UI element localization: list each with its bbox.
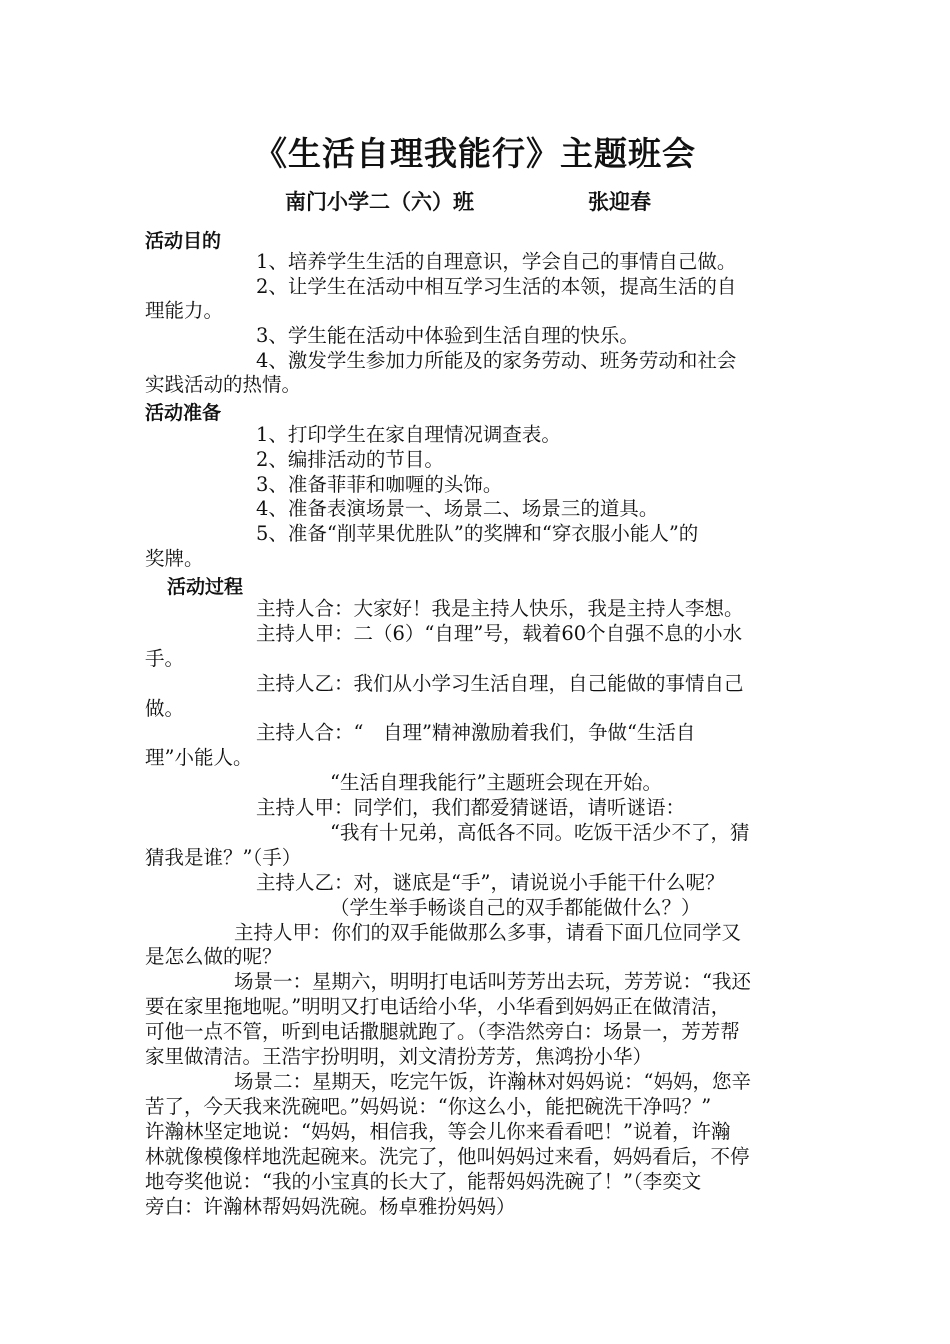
- text-line: 主持人乙：对，谜底是“手”，请说说小手能干什么呢？: [256, 871, 725, 894]
- text-line: 场景一：星期六，明明打电话叫芳芳出去玩，芳芳说：“我还: [234, 970, 751, 993]
- teacher-name: 张迎春: [588, 190, 651, 214]
- text-line: 主持人甲：同学们，我们都爱猜谜语，请听谜语：: [256, 796, 686, 819]
- text-line: 2、编排活动的节目。: [256, 448, 444, 471]
- text-line: 1、打印学生在家自理情况调查表。: [256, 423, 561, 446]
- text-line: 许瀚林坚定地说：“妈妈，相信我，等会儿你来看看吧！”说着，许瀚: [145, 1120, 731, 1143]
- text-line: 旁白：许瀚林帮妈妈洗碗。杨卓雅扮妈妈）: [145, 1195, 516, 1218]
- page-title: 《生活自理我能行》主题班会: [254, 134, 696, 173]
- text-line: 猜我是谁？”（手）: [145, 846, 302, 869]
- school-class: 南门小学二（六）班: [285, 190, 474, 214]
- text-line: 主持人合：“ 自理”精神激励着我们，争做“生活自: [256, 721, 696, 744]
- page-subtitle: [0, 186, 950, 216]
- text-line: 3、准备菲菲和咖喱的头饰。: [256, 473, 503, 496]
- text-line: 奖牌。: [145, 547, 204, 570]
- text-line: 做。: [145, 697, 185, 720]
- text-line: 家里做清洁。王浩宇扮明明，刘文清扮芳芳，焦鸿扮小华）: [145, 1045, 653, 1068]
- text-line: 苦了，今天我来洗碗吧。”妈妈说：“你这么小，能把碗洗干净吗？”: [145, 1095, 712, 1118]
- section-heading-purpose: 活动目的: [145, 230, 222, 252]
- text-line: 主持人合：大家好！我是主持人快乐，我是主持人李想。: [256, 597, 744, 620]
- text-line: 主持人乙：我们从小学习生活自理，自己能做的事情自己: [256, 672, 744, 695]
- text-line: 要在家里拖地呢。”明明又打电话给小华，小华看到妈妈正在做清洁，: [145, 995, 731, 1018]
- text-line: 手。: [145, 647, 185, 670]
- text-line: “我有十兄弟，高低各不同。吃饭干活少不了，猜: [330, 821, 750, 844]
- text-line: 场景二：星期天，吃完午饭，许瀚林对妈妈说：“妈妈，您辛: [234, 1070, 751, 1093]
- text-line: 5、准备“削苹果优胜队”的奖牌和“穿衣服小能人”的: [256, 522, 699, 545]
- text-line: “生活自理我能行”主题班会现在开始。: [330, 771, 662, 794]
- text-line: 1、培养学生生活的自理意识，学会自己的事情自己做。: [256, 250, 737, 273]
- text-line: 地夸奖他说：“我的小宝真的长大了，能帮妈妈洗碗了！”（李奕文: [145, 1170, 702, 1193]
- text-line: 主持人甲：你们的双手能做那么多事，请看下面几位同学又: [234, 921, 742, 944]
- text-line: 主持人甲：二（6）“自理”号，载着60个自强不息的小水: [256, 622, 743, 645]
- text-line: 实践活动的热情。: [145, 373, 302, 396]
- text-line: 是怎么做的呢？: [145, 945, 282, 968]
- text-line: 可他一点不管，听到电话撒腿就跑了。（李浩然旁白：场景一，芳芳帮: [145, 1020, 740, 1043]
- text-line: 理能力。: [145, 299, 224, 322]
- section-heading-process: 活动过程: [167, 576, 244, 598]
- text-line: 理”小能人。: [145, 746, 253, 769]
- text-line: 林就像模像样地洗起碗来。洗完了，他叫妈妈过来看，妈妈看后，不停: [145, 1145, 750, 1168]
- text-line: 3、学生能在活动中体验到生活自理的快乐。: [256, 324, 639, 347]
- text-line: 2、让学生在活动中相互学习生活的本领，提高生活的自: [256, 275, 737, 298]
- text-line: （学生举手畅谈自己的双手都能做什么？）: [330, 896, 701, 919]
- text-line: 4、激发学生参加力所能及的家务劳动、班务劳动和社会: [256, 349, 737, 372]
- text-line: 4、准备表演场景一、场景二、场景三的道具。: [256, 497, 659, 520]
- section-heading-preparation: 活动准备: [145, 402, 222, 424]
